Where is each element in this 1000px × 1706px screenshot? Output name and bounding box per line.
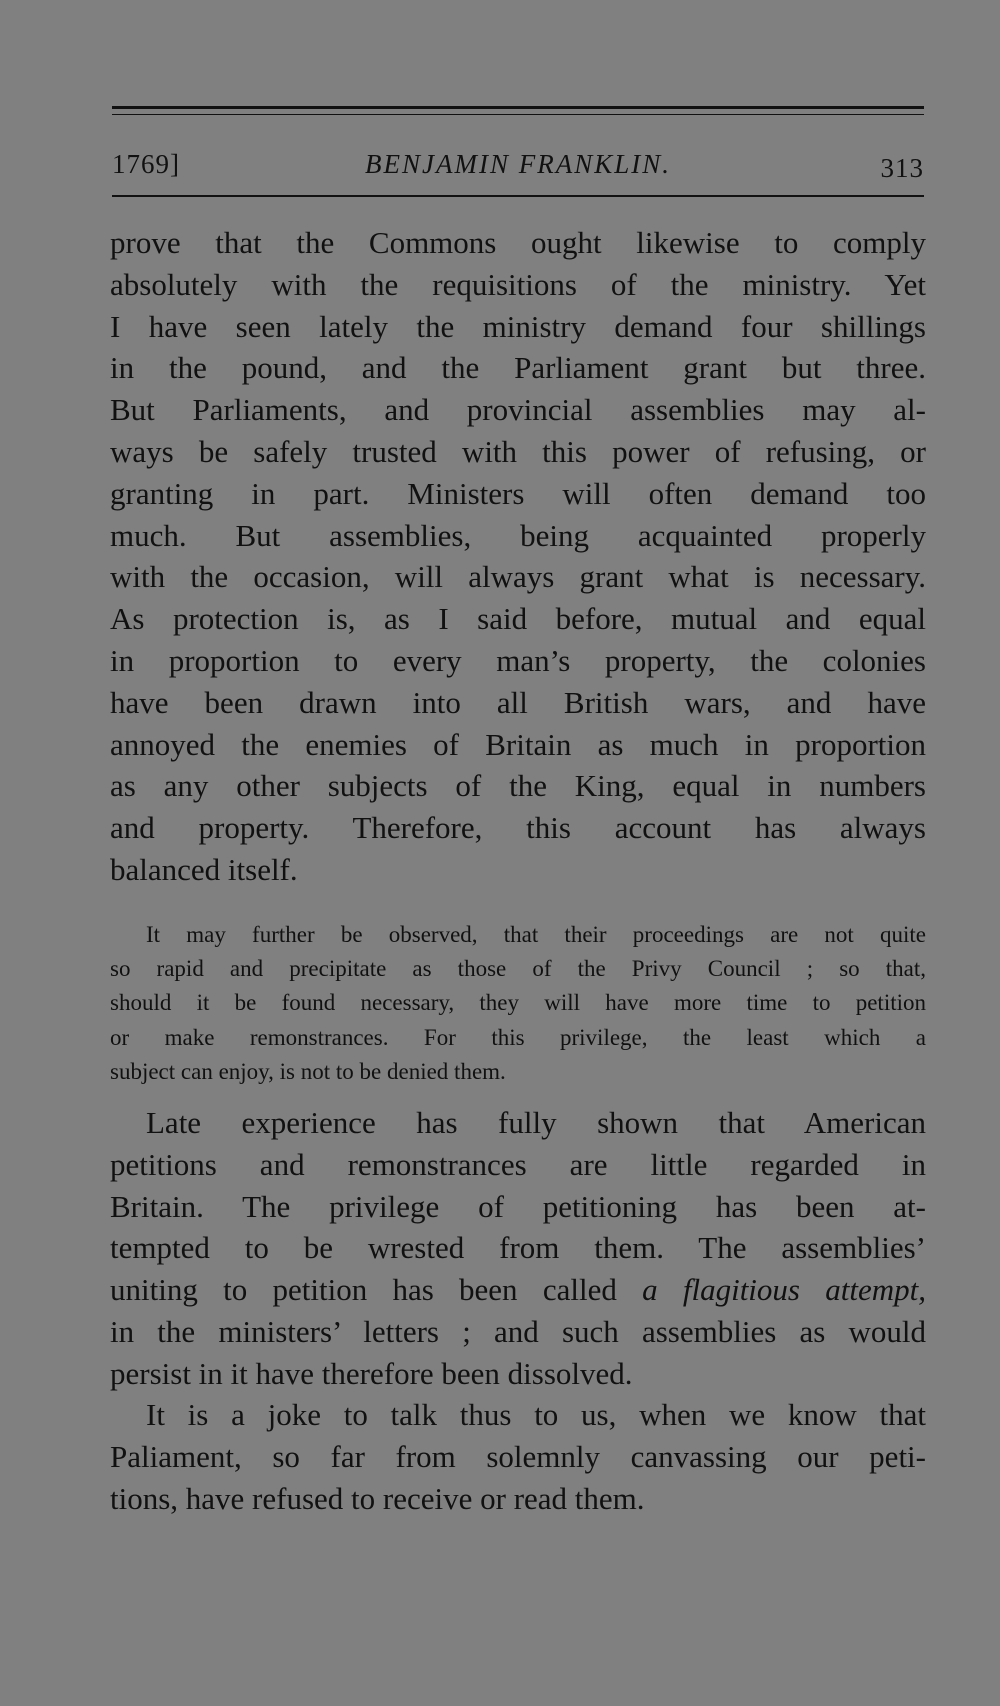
text-line: petitions and remonstrances are little regarded in <box>110 1146 926 1182</box>
header-title: BENJAMIN FRANKLIN. <box>365 149 671 179</box>
text-line: tions, have refused to receive or read them. <box>110 1480 645 1516</box>
text-line: balanced itself. <box>110 851 298 887</box>
header-year: 1769] <box>112 149 180 179</box>
italic-phrase: a flagitious attempt, <box>642 1272 926 1308</box>
text-line: absolutely with the requisitions of the ministry. Yet <box>110 266 926 302</box>
text-line: Late experience has fully shown that American <box>146 1105 926 1140</box>
text-line: But Parliaments, and provincial assemblies may al- <box>110 392 926 428</box>
text-line: ways be safely trusted with this power of refusing, or <box>110 433 926 469</box>
header-underline <box>112 195 924 197</box>
text-line: should it be found necessary, they will have more time to petition <box>110 990 926 1016</box>
text-line: and property. Therefore, this account has always <box>110 810 926 846</box>
text-line: or make remonstrances. For this privilege, the least which a <box>110 1024 926 1050</box>
text-line: As protection is, as I said before, mutual and equal <box>110 601 926 637</box>
text-line: have been drawn into all British wars, and have <box>110 684 926 720</box>
text-line: with the occasion, will always grant what is necessary. <box>110 559 926 595</box>
text-line: so rapid and precipitate as those of the Privy Council ; so that, <box>110 956 926 982</box>
text-line: in the ministers’ letters ; and such assemblies as would <box>110 1313 926 1349</box>
text-line: tempted to be wrested from them. The assemblies’ <box>110 1230 926 1266</box>
paragraph-4 <box>110 1394 926 1519</box>
text-line: It is a joke to talk thus to us, when we know that <box>146 1397 926 1432</box>
text-line: persist in it have therefore been dissolved. <box>110 1355 633 1391</box>
text-line: It may further be observed, that their proceedings are not quite <box>146 922 926 947</box>
paragraph-3 <box>110 1102 926 1395</box>
text-line: in proportion to every man’s property, the colonies <box>110 642 926 678</box>
header-rule-thin <box>112 114 924 115</box>
text-line: granting in part. Ministers will often demand too <box>110 475 926 511</box>
text-line: subject can enjoy, is not to be denied them. <box>110 1058 506 1084</box>
text-line: I have seen lately the ministry demand four shillings <box>110 308 926 344</box>
text-line-with-italic <box>110 1269 926 1311</box>
page-number: 313 <box>880 153 924 183</box>
text-line: Britain. The privilege of petitioning has been at- <box>110 1188 926 1224</box>
text-line: annoyed the enemies of Britain as much in proportion <box>110 726 926 762</box>
text-line: prove that the Commons ought likewise to comply <box>110 225 926 260</box>
text-line: much. But assemblies, being acquainted properly <box>110 517 926 553</box>
text-fragment: uniting to petition has been called <box>110 1272 643 1308</box>
text-line: in the pound, and the Parliament grant but three. <box>110 350 926 386</box>
paragraph-1 <box>110 222 926 891</box>
running-header <box>112 146 924 182</box>
text-line: Paliament, so far from solemnly canvassing our peti- <box>110 1438 926 1474</box>
quoted-paragraph <box>110 918 926 1089</box>
header-rule-thick <box>112 106 924 109</box>
text-line: as any other subjects of the King, equal in numbers <box>110 768 926 804</box>
